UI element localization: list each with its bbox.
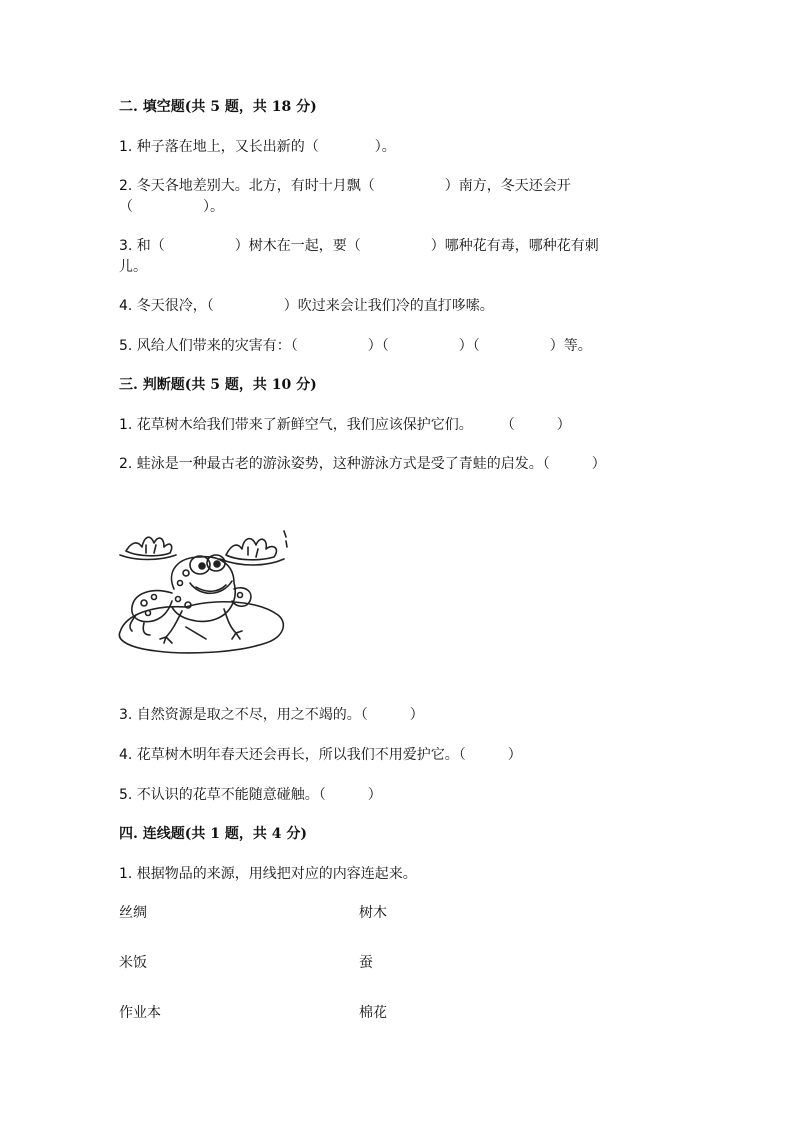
fill-question-1: 1. 种子落在地上，又长出新的（ ）。: [119, 139, 396, 155]
fill-question-3-cont: 儿。: [119, 259, 147, 275]
section2-heading: 二. 填空题(共 5 题，共 18 分): [119, 99, 317, 115]
section4-heading: 四. 连线题(共 1 题，共 4 分): [119, 826, 307, 842]
match-left-item: 米饭: [119, 955, 147, 971]
match-right-item: 蚕: [359, 955, 373, 971]
fill-question-2-cont: （ ）。: [119, 199, 224, 215]
judge-question-5: 5. 不认识的花草不能随意碰触。（ ）: [119, 787, 382, 803]
fill-question-4: 4. 冬天很冷，（ ）吹过来会让我们冷的直打哆嗦。: [119, 298, 494, 314]
section3-heading: 三. 判断题(共 5 题，共 10 分): [119, 377, 317, 393]
match-question-1: 1. 根据物品的来源，用线把对应的内容连起来。: [119, 866, 417, 882]
judge-question-4: 4. 花草树木明年春天还会再长，所以我们不用爱护它。（ ）: [119, 747, 522, 763]
judge-question-1: 1. 花草树木给我们带来了新鲜空气，我们应该保护它们。 （ ）: [119, 417, 571, 433]
fill-question-2: 2. 冬天各地差别大。北方，有时十月飘（ ）南方，冬天还会开: [119, 178, 571, 194]
fill-question-3: 3. 和（ ）树木在一起，要（ ）哪种花有毒，哪种花有刺: [119, 238, 599, 254]
match-left-item: 丝绸: [119, 905, 147, 921]
match-left-item: 作业本: [119, 1005, 161, 1021]
judge-question-3: 3. 自然资源是取之不尽，用之不竭的。（ ）: [119, 707, 424, 723]
judge-question-2: 2. 蛙泳是一种最古老的游泳姿势，这种游泳方式是受了青蛙的启发。（ ）: [119, 456, 606, 472]
match-right-item: 棉花: [359, 1005, 387, 1021]
match-right-item: 树木: [359, 905, 387, 921]
frog-on-lily-pad-illustration: [116, 527, 292, 660]
fill-question-5: 5. 风给人们带来的灾害有：（ ）（ ）（ ）等。: [119, 338, 592, 354]
